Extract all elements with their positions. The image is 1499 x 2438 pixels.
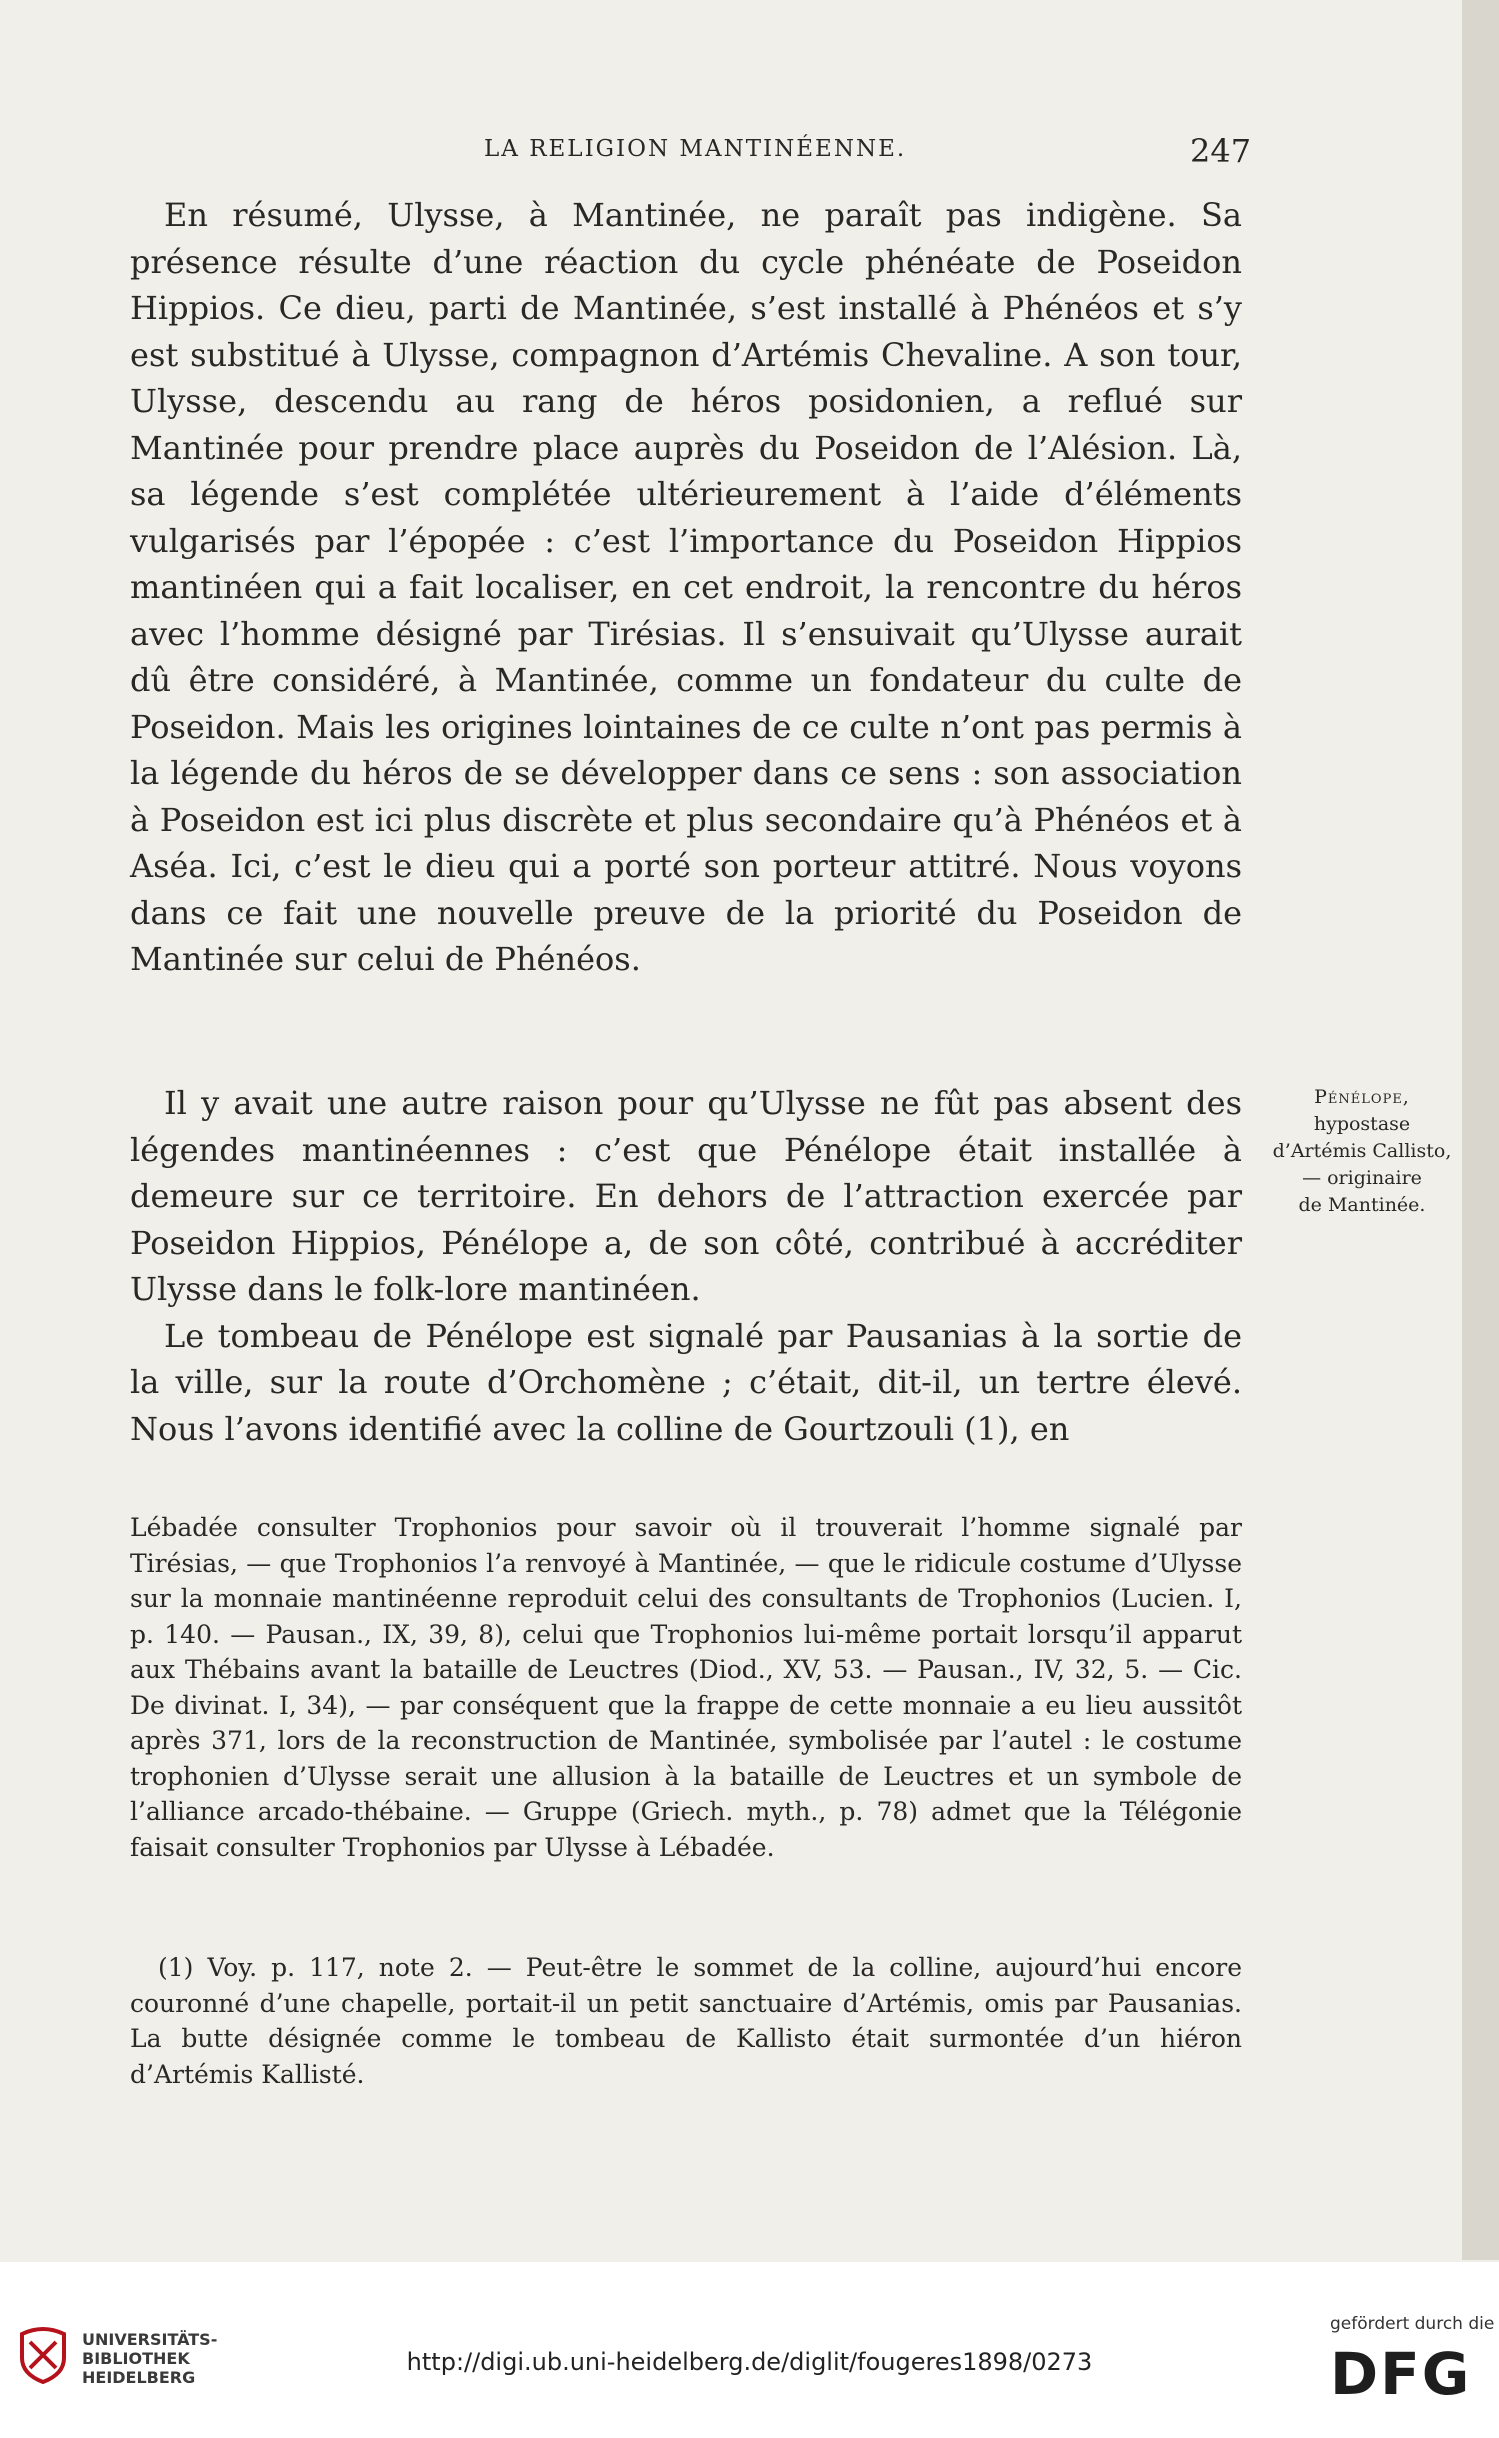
marginal-note [1262, 1084, 1462, 1219]
institution-name-line: HEIDELBERG [82, 2368, 196, 2387]
marginal-note-line: hypostase [1313, 1113, 1411, 1135]
page-number: 247 [1190, 132, 1252, 170]
paragraph-1: En résumé, Ulysse, à Mantinée, ne paraît pas indigène. Sa présence résulte d’une réaction du cycle phénéate de Poseidon Hippios. Ce dieu, parti de Mantinée, s’est installé à Phénéos et s’y est substitué à Ulysse, compagnon d’Artémis Chevaline. A son tour, Ulysse, descendu au rang de héros posidonien, a reflué sur Mantinée pour prendre place auprès du Poseidon de l’Alésion. Là, sa légende s’est complétée ultérieurement à l’aide d’éléments vulgarisés par l’épopée : c’est l’importance du Poseidon Hippios mantinéen qui a fait localiser, en cet endroit, la rencontre du héros avec l’homme désigné par Tirésias. Il s’ensuivait qu’Ulysse aurait dû être considéré, à Mantinée, comme un fondateur du culte de Poseidon. Mais les origines lointaines de ce culte n’ont pas permis à la légende du héros de se développer dans ce sens : son association à Poseidon est ici plus discrète et plus secondaire qu’à Phénéos et à Aséa. Ici, c’est le dieu qui a porté son porteur attitré. Nous voyons dans ce fait une nouvelle preuve de la priorité du Poseidon de Mantinée sur celui de Phénéos. [130, 196, 1242, 978]
running-title: LA RELIGION MANTINÉENNE. [484, 136, 907, 162]
marginal-note-line: de Mantinée. [1298, 1194, 1426, 1216]
footnote-continued [130, 1510, 1242, 1865]
institution-name-line: BIBLIOTHEK [82, 2349, 190, 2368]
paragraph-2: Il y avait une autre raison pour qu’Ulysse ne fût pas absent des légendes mantinéennes : c’est que Pénélope était installée à demeure sur ce territoire. En dehors de l’attraction exercée par Poseidon Hippios, Pénélope a, de son côté, contribué à accréditer Ulysse dans le folk-lore mantinéen. [130, 1084, 1242, 1308]
source-url[interactable]: http://digi.ub.uni-heidelberg.de/diglit/fougeres1898/0273 [406, 2348, 1093, 2376]
marginal-note-title: Pénélope, [1314, 1086, 1410, 1108]
footnote-continued-text: Lébadée consulter Trophonios pour savoir où il trouverait l’homme signalé par Tirésias, — que Trophonios l’a renvoyé à Mantinée, — que le ridicule costume d’Ulysse sur la monnaie mantinéenne reproduit celui des consultants de Trophonios (Lucien. I, p. 140. — Pausan., IX, 39, 8), celui que Trophonios lui-même portait lorsqu’il apparut aux Thébains avant la bataille de Leuctres (Diod., XV, 53. — Pausan., IV, 32, 5. — Cic. De divinat. I, 34), — par conséquent que la frappe de cette monnaie a eu lieu aussitôt après 371, lors de la reconstruction de Mantinée, symbolisée par l’autel : le costume trophonien d’Ulysse serait une allusion à la bataille de Leuctres et un symbole de l’alliance arcado-thébaine. — Gruppe (Griech. myth., p. 78) admet que la Télégonie faisait consulter Trophonios par Ulysse à Lébadée. [130, 1513, 1242, 1862]
footnote-1 [130, 1950, 1242, 2092]
institution-name-line: UNIVERSITÄTS- [82, 2330, 218, 2349]
body-section-2 [130, 1080, 1242, 1452]
funded-by-label: gefördert durch die [1330, 2314, 1495, 2334]
marginal-note-line: — originaire [1302, 1167, 1422, 1189]
dfg-logo: DFG [1330, 2340, 1472, 2408]
marginal-note-line: d’Artémis Callisto, [1272, 1140, 1452, 1162]
running-head [0, 132, 1499, 172]
page-edge [1462, 0, 1499, 2260]
footnote-1-text: (1) Voy. p. 117, note 2. — Peut-être le sommet de la colline, aujourd’hui encore couronné d’une chapelle, portait-il un petit sanctuaire d’Artémis, omis par Pausanias. La butte désignée comme le tombeau de Kallisto était surmontée d’un hiéron d’Artémis Kallisté. [130, 1953, 1242, 2089]
digitization-footer [0, 2262, 1499, 2438]
body-section-1 [130, 192, 1242, 983]
paragraph-3: Le tombeau de Pénélope est signalé par Pausanias à la sortie de la ville, sur la route d’Orchomène ; c’était, dit-il, un tertre élevé. Nous l’avons identifié avec la colline de Gourtzouli (1), en [130, 1316, 1242, 1448]
